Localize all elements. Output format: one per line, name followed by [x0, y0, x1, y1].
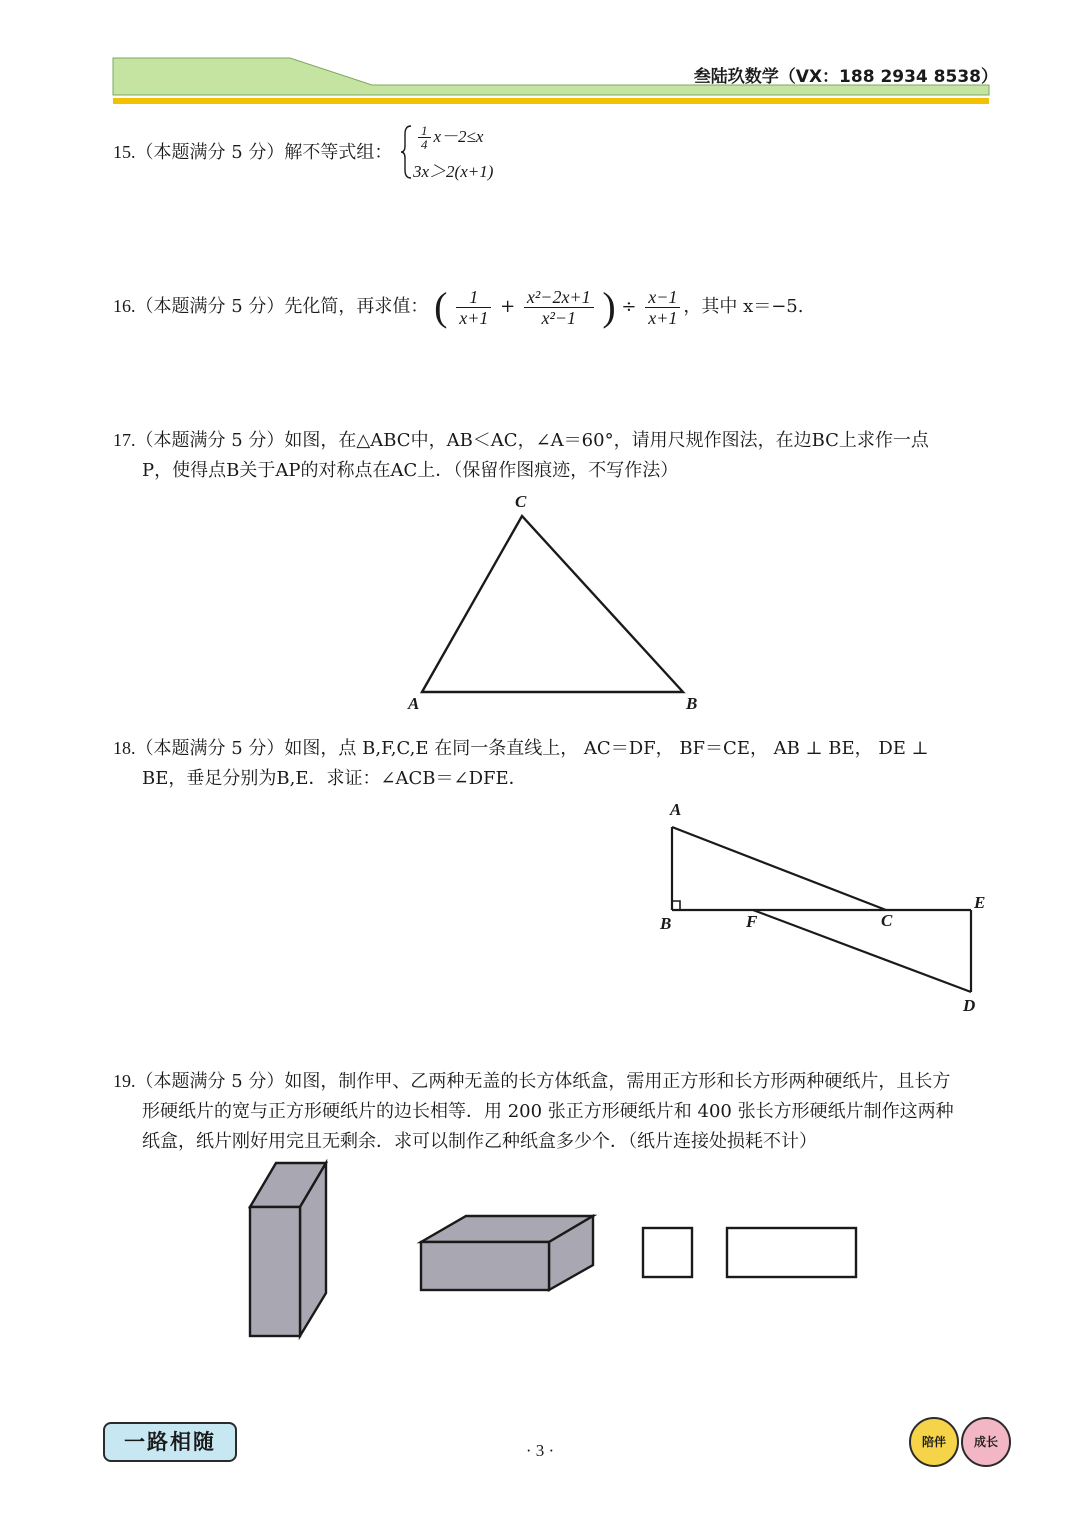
- q16-text: 先化简，再求值：: [284, 296, 429, 317]
- q17-line2: P，使得点B关于AP的对称点在AC上．（保留作图痕迹，不写作法）: [142, 460, 679, 481]
- q16-fraction-2: [524, 287, 594, 328]
- q19-line3: 纸盒，纸片刚好用完且无剩余．求可以制作乙种纸盒多少个．（纸片连接处损耗不计）: [142, 1131, 817, 1152]
- q16-f2-denominator: x²−1: [541, 307, 577, 328]
- q17-label-a: A: [408, 694, 420, 713]
- segment-ac: [672, 827, 886, 910]
- q16-f3-denominator: x+1: [648, 307, 678, 328]
- question-15: [113, 137, 392, 168]
- q19-number: 19.: [113, 1071, 136, 1091]
- tall-box: [250, 1163, 326, 1336]
- q15-number: 15.: [113, 142, 136, 162]
- q17-line1: 如图，在△ABC中，AB＜AC，∠A＝60°，请用尺规作图法，在边BC上求作一点: [284, 430, 929, 451]
- rectangle-card: [727, 1228, 856, 1277]
- q17-label-c: C: [515, 492, 527, 511]
- header-title: 叁陆玖数学（VX：188 2934 8538）: [693, 67, 998, 87]
- footer-circle-grow: 成长: [961, 1417, 1011, 1467]
- q15-frac-bottom: 4: [421, 137, 428, 152]
- q18-line2: BE，垂足分别为B,E．求证：∠ACB＝∠DFE．: [142, 768, 527, 789]
- q16-f2-numerator: x²−2x+1: [524, 287, 594, 308]
- triangle-abc: [422, 516, 683, 692]
- question-18: [113, 733, 929, 794]
- q19-line1: 如图，制作甲、乙两种无盖的长方体纸盒，需用正方形和长方形两种硬纸片，且长方: [284, 1071, 951, 1092]
- footer-circle-accompany: 陪伴: [909, 1417, 959, 1467]
- q18-label-d: D: [963, 996, 976, 1015]
- q16-divide: ÷: [621, 296, 637, 317]
- q16-f1-numerator: 1: [456, 287, 491, 308]
- q18-line1: 如图，点 B,F,C,E 在同一条直线上， AC＝DF， BF＝CE， AB ⊥ BE， DE ⊥: [284, 738, 929, 759]
- q15-frac-top: 1: [418, 124, 431, 138]
- q16-f3-numerator: x−1: [645, 287, 680, 308]
- page-number: · 3 ·: [525, 1441, 555, 1460]
- q15-score: （本题满分 5 分）: [135, 142, 285, 163]
- q15-text: 解不等式组：: [284, 142, 393, 163]
- square-card: [643, 1228, 692, 1277]
- q18-label-a: A: [670, 800, 682, 819]
- q18-label-b: B: [660, 914, 672, 933]
- q17-triangle-figure: [400, 490, 720, 720]
- q16-left-paren: (: [434, 284, 448, 329]
- q15-line2: 3x＞2(x+1): [413, 162, 494, 181]
- q18-score: （本题满分 5 分）: [135, 738, 285, 759]
- header-yellow-line: [113, 98, 989, 104]
- q16-fraction-3: [645, 287, 680, 328]
- q18-label-e: E: [974, 893, 986, 912]
- q16-right-paren: ): [602, 284, 616, 329]
- q16-plus: +: [500, 296, 516, 317]
- q19-figure: [240, 1155, 870, 1350]
- q18-figure: [640, 800, 1000, 1030]
- q16-number: 16.: [113, 296, 136, 316]
- question-19: [113, 1066, 954, 1157]
- q17-number: 17.: [113, 430, 136, 450]
- footer-badge: 一路相随: [103, 1422, 237, 1462]
- q16-f1-denominator: x+1: [459, 307, 489, 328]
- q15-line1: [415, 122, 483, 151]
- flat-box: [421, 1216, 593, 1290]
- q16-fraction-1: [456, 287, 491, 328]
- q18-label-c: C: [881, 911, 893, 930]
- q16-tail: ，其中 x＝−5.: [683, 296, 804, 317]
- q15-brace: [401, 124, 413, 180]
- q19-line2: 形硬纸片的宽与正方形硬纸片的边长相等．用 200 张正方形硬纸片和 400 张长方形硬纸片制作这两种: [142, 1101, 954, 1122]
- question-17: [113, 425, 929, 486]
- q19-score: （本题满分 5 分）: [135, 1071, 285, 1092]
- q18-number: 18.: [113, 738, 136, 758]
- right-angle-mark-b: [672, 901, 680, 910]
- q17-score: （本题满分 5 分）: [135, 430, 285, 451]
- q17-label-b: B: [686, 694, 698, 713]
- q18-label-f: F: [746, 912, 758, 931]
- segment-fd: [753, 910, 971, 992]
- question-16: [113, 284, 803, 329]
- q15-line1-expr: x－2≤x: [433, 127, 484, 146]
- q16-score: （本题满分 5 分）: [135, 296, 285, 317]
